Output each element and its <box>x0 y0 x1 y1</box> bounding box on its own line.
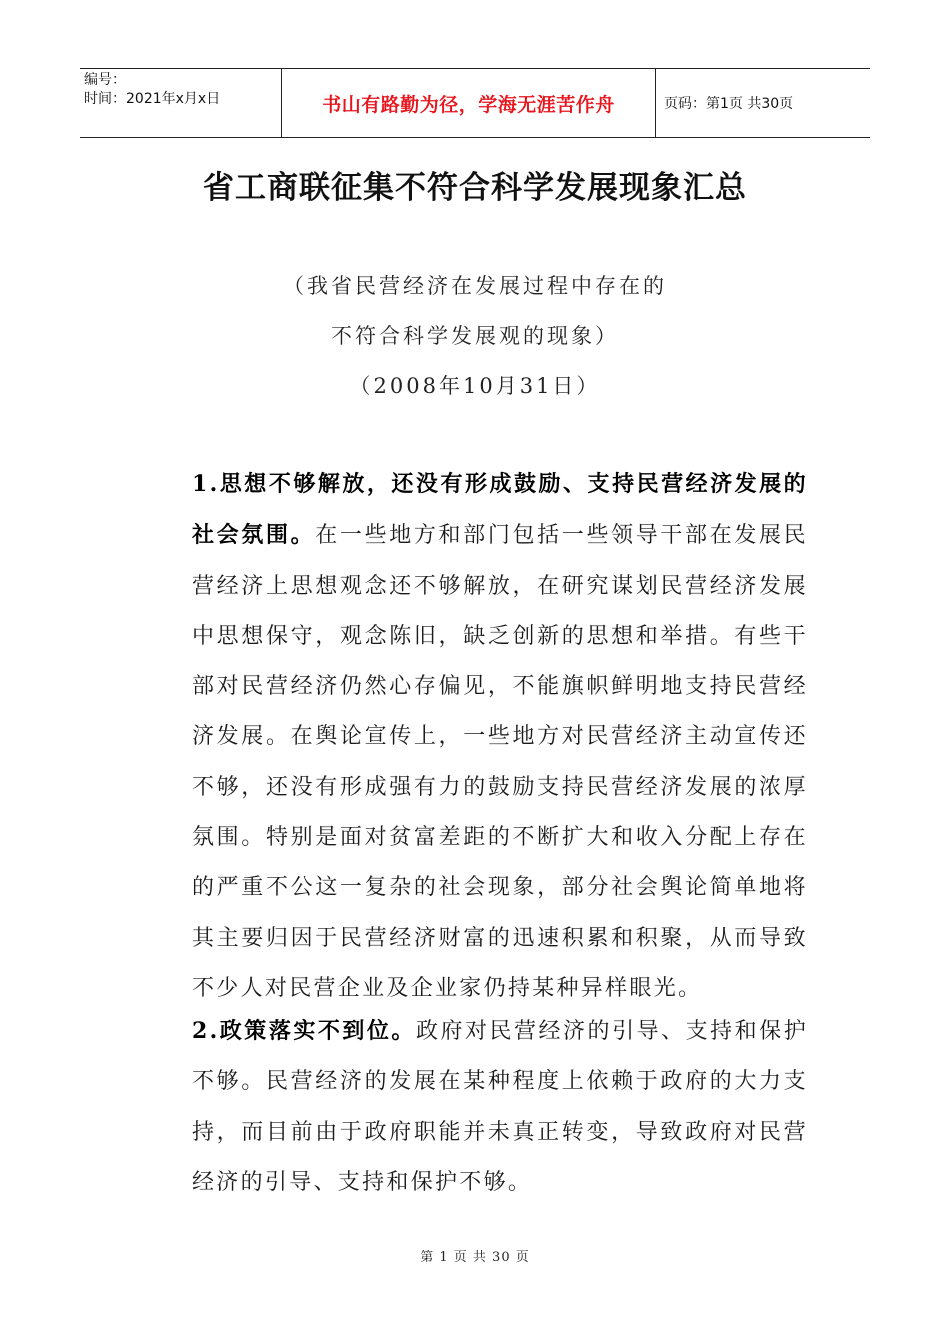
header-motto-cell <box>282 69 656 137</box>
header-page-info: 页码：第1页 共30页 <box>664 96 794 112</box>
section-paragraph-2 <box>146 1006 808 1208</box>
section-body-2: 政府对民营经济的引导、支持和保护不够。民营经济的发展在某种程度上依赖于政府的大力支持，而目前由于政府职能并未真正转变，导致政府对民营经济的引导、支持和保护不够。 <box>192 1019 809 1195</box>
document-title: 省工商联征集不符合科学发展现象汇总 <box>203 170 747 206</box>
section-body-1: 在一些地方和部门包括一些领导干部在发展民营经济上思想观念还不够解放，在研究谋划民营经济发展中思想保守，观念陈旧，缺乏创新的思想和举措。有些干部对民营经济仍然心存偏见，不能旗帜鲜明地支持民营经济发展。在舆论宣传上，一些地方对民营经济主动宣传还不够，还没有形成强有力的鼓励支持民营经济发展的浓厚氛围。特别是面对贫富差距的不断扩大和收入分配上存在的严重不公这一复杂的社会现象，部分社会舆论简单地将其主要归因于民营经济财富的迅速积累和积聚，从而导致不少人对民营企业及企业家仍持某种异样眼光。 <box>192 523 808 1001</box>
section-heading-2: 2.政策落实不到位。 <box>192 1018 416 1044</box>
subtitle-date: （2008年10月31日） <box>349 374 601 398</box>
header-motto: 书山有路勤为径，学海无涯苦作舟 <box>322 93 615 116</box>
section-paragraph-1 <box>146 459 808 1014</box>
header-table <box>80 68 870 138</box>
header-meta <box>80 69 282 137</box>
number-label: 编号： <box>84 72 126 88</box>
subtitle-line-2: 不符合科学发展观的现象） <box>331 324 619 348</box>
page-footer: 第 1 页 共 30 页 <box>420 1250 530 1265</box>
section-heading-1: 1.思想不够解放，还没有形成鼓励、支持民营经济发展的社会氛围。 <box>192 471 808 549</box>
subtitle-line-1: （我省民营经济在发展过程中存在的 <box>283 274 667 298</box>
time-label: 时间：2021年x月x日 <box>84 91 221 107</box>
